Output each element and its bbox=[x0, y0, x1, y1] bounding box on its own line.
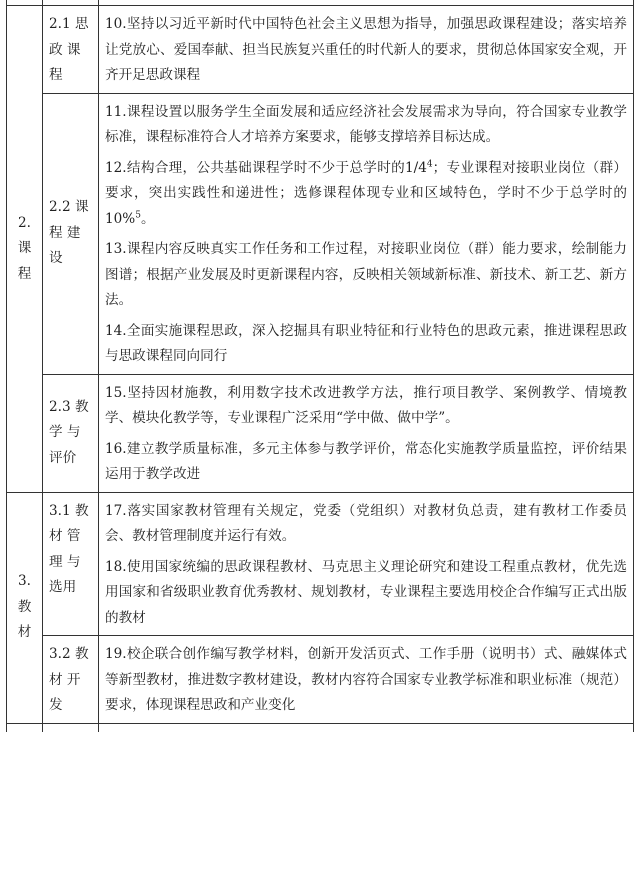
subcategory-label: 2.1 思 bbox=[49, 16, 89, 32]
standard-item-16: 16.建立教学质量标准，多元主体参与教学评价，常态化实施教学质量监控，评价结果运用于教学改进 bbox=[105, 440, 627, 482]
subcategory-label: 程 bbox=[49, 67, 63, 83]
subcategory-cell bbox=[43, 492, 99, 636]
subcategory-cell bbox=[43, 6, 99, 94]
standards-table bbox=[6, 0, 634, 732]
category-label: 课 bbox=[17, 240, 32, 256]
standard-item-13: 13.课程内容反映真实工作任务和工作过程，对接职业岗位（群）能力要求，绘制能力图谱；根据产业发展及时更新课程内容，反映相关领域新标准、新技术、新工艺、新方法。 bbox=[105, 241, 627, 308]
footnote-ref: 4 bbox=[426, 158, 433, 169]
subcategory-label: 材 管 bbox=[49, 528, 81, 544]
category-label: 教 bbox=[17, 598, 32, 615]
subcategory-label: 理 与 bbox=[49, 553, 81, 570]
item-text: 12.结构合理，公共基础课程学时不少于总学时的1/4 bbox=[105, 159, 427, 176]
content-cell bbox=[99, 6, 634, 94]
footnote-ref: 5 bbox=[135, 209, 141, 220]
subcategory-label: 3.2 教 bbox=[49, 646, 89, 662]
table-row bbox=[7, 492, 634, 636]
content-cell bbox=[99, 93, 634, 374]
standard-item-10: 10.坚持以习近平新时代中国特色社会主义思想为指导，加强思政课程建设；落实培养让党放心、爱国奉献、担当民族复兴重任的时代新人的要求，贯彻总体国家安全观，开齐开足思政课程 bbox=[105, 16, 627, 83]
content-cell bbox=[99, 374, 634, 492]
category-label: 2. bbox=[18, 214, 31, 231]
subcategory-label: 选用 bbox=[49, 579, 77, 595]
subcategory-cell bbox=[43, 374, 99, 492]
subcategory-label: 发 bbox=[49, 697, 63, 713]
subcategory-label: 政 课 bbox=[49, 41, 81, 58]
subcategory-cell bbox=[43, 636, 99, 724]
standard-item-11: 11.课程设置以服务学生全面发展和适应经济社会发展需求为导向，符合国家专业教学标准，课程标准符合人才培养方案要求，能够支撑培养目标达成。 bbox=[105, 103, 627, 145]
table-row bbox=[7, 374, 634, 492]
table-row bbox=[7, 636, 634, 724]
item-text: 。 bbox=[140, 210, 155, 227]
standard-item-17: 17.落实国家教材管理有关规定，党委（党组织）对教材负总责，建有教材工作委员会、教材管理制度并运行有效。 bbox=[105, 502, 627, 544]
subcategory-label: 材 开 bbox=[49, 671, 81, 688]
table-row bbox=[7, 6, 634, 94]
standard-item-14: 14.全面实施课程思政，深入挖掘具有职业特征和行业特色的思政元素，推进课程思政与思政课程同向同行 bbox=[105, 322, 627, 364]
subcategory-label: 2.2 课 bbox=[49, 199, 89, 216]
standard-item-12 bbox=[105, 156, 627, 233]
content-cell bbox=[99, 636, 634, 724]
subcategory-label: 学 与 bbox=[49, 424, 81, 441]
subcategory-cell bbox=[43, 93, 99, 374]
category-label: 3. bbox=[18, 573, 31, 590]
content-cell bbox=[99, 492, 634, 636]
category-cell bbox=[7, 492, 43, 723]
standard-item-19: 19.校企联合创作编写教学材料，创新开发活页式、工作手册（说明书）式、融媒体式等新型教材，推进数字教材建设，教材内容符合国家专业教学标准和职业标准（规范）要求，体现课程思政和产业变化 bbox=[105, 646, 627, 713]
subcategory-label: 程 建 bbox=[49, 224, 81, 241]
category-label: 材 bbox=[17, 624, 32, 641]
subcategory-label: 设 bbox=[49, 250, 63, 267]
table-bottom-stub bbox=[7, 723, 634, 732]
subcategory-label: 评价 bbox=[49, 449, 77, 466]
standard-item-18: 18.使用国家统编的思政课程教材、马克思主义理论研究和建设工程重点教材，优先选用国家和省级职业教育优秀教材、规划教材，专业课程主要选用校企合作编写正式出版的教材 bbox=[105, 558, 627, 626]
standard-item-15: 15.坚持因材施教，利用数字技术改进教学方法，推行项目教学、案例教学、情境教学、模块化教学等，专业课程广泛采用“学中做、做中学”。 bbox=[105, 384, 627, 426]
subcategory-label: 3.1 教 bbox=[49, 502, 89, 519]
category-label: 程 bbox=[17, 265, 32, 282]
item-text: ；专业课程对接职业岗位（群）要求，突出实践性和递进性；选修课程体现专业和区域特色，学时不少于总学时的10% bbox=[105, 159, 627, 227]
subcategory-label: 2.3 教 bbox=[49, 398, 89, 415]
table-row bbox=[7, 93, 634, 374]
category-cell bbox=[7, 6, 43, 493]
